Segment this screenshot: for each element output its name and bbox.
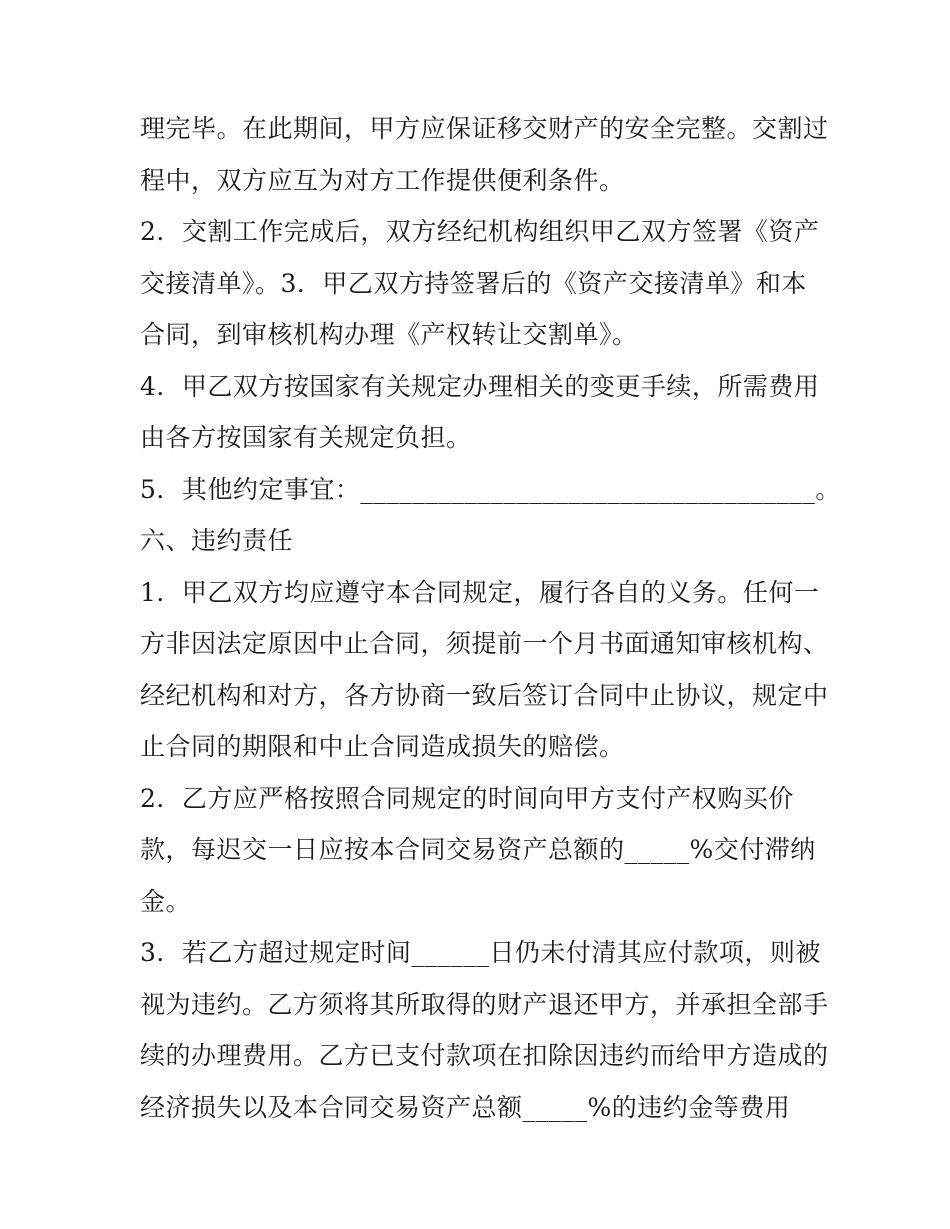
text-line: 程中，双方应互为对方工作提供便利条件。 (140, 165, 625, 195)
text-line: 4．甲乙双方按国家有关规定办理相关的变更手续，所需费用 (140, 371, 820, 401)
text-line: 由各方按国家有关规定负担。 (140, 423, 472, 452)
text-line: 视为违约。乙方须将其所取得的财产退还甲方，并承担全部手 (140, 989, 829, 1019)
text-line: 合同，到审核机构办理《产权转让交割单》。 (140, 320, 638, 349)
text-line: 3．若乙方超过规定时间______日仍未付清其应付款项，则被 (140, 938, 821, 967)
text-line: 金。 (140, 886, 192, 916)
text-line: 方非因法定原因中止合同，须提前一个月书面通知审核机构、 (140, 629, 829, 658)
text-line: 款，每迟交一日应按本合同交易资产总额的_____%交付滞纳 (140, 835, 816, 864)
text-line: 2．乙方应严格按照合同规定的时间向甲方支付产权购买价 (140, 783, 794, 813)
text-line: 1．甲乙双方均应遵守本合同规定，履行各自的义务。任何一 (140, 577, 820, 607)
text-line: 交接清单》。3．甲乙双方持签署后的《资产交接清单》和本 (140, 268, 807, 298)
text-line: 理完毕。在此期间，甲方应保证移交财产的安全完整。交割过 (140, 114, 829, 143)
text-line: 经纪机构和对方，各方协商一致后签订合同中止协议，规定中 (140, 680, 829, 710)
text-line: 止合同的期限和中止合同造成损失的赔偿。 (140, 732, 625, 761)
text-line: 2．交割工作完成后，双方经纪机构组织甲乙双方签署《资产 (140, 217, 820, 246)
text-line: 续的办理费用。乙方已支付款项在扣除因违约而给甲方造成的 (140, 1041, 829, 1070)
text-line: 经济损失以及本合同交易资产总额_____%的违约金等费用 (140, 1092, 791, 1122)
section-heading: 六、违约责任 (140, 526, 294, 555)
text-line: 5．其他约定事宜：___________________________________。 (140, 474, 841, 504)
document-page (140, 103, 841, 1133)
